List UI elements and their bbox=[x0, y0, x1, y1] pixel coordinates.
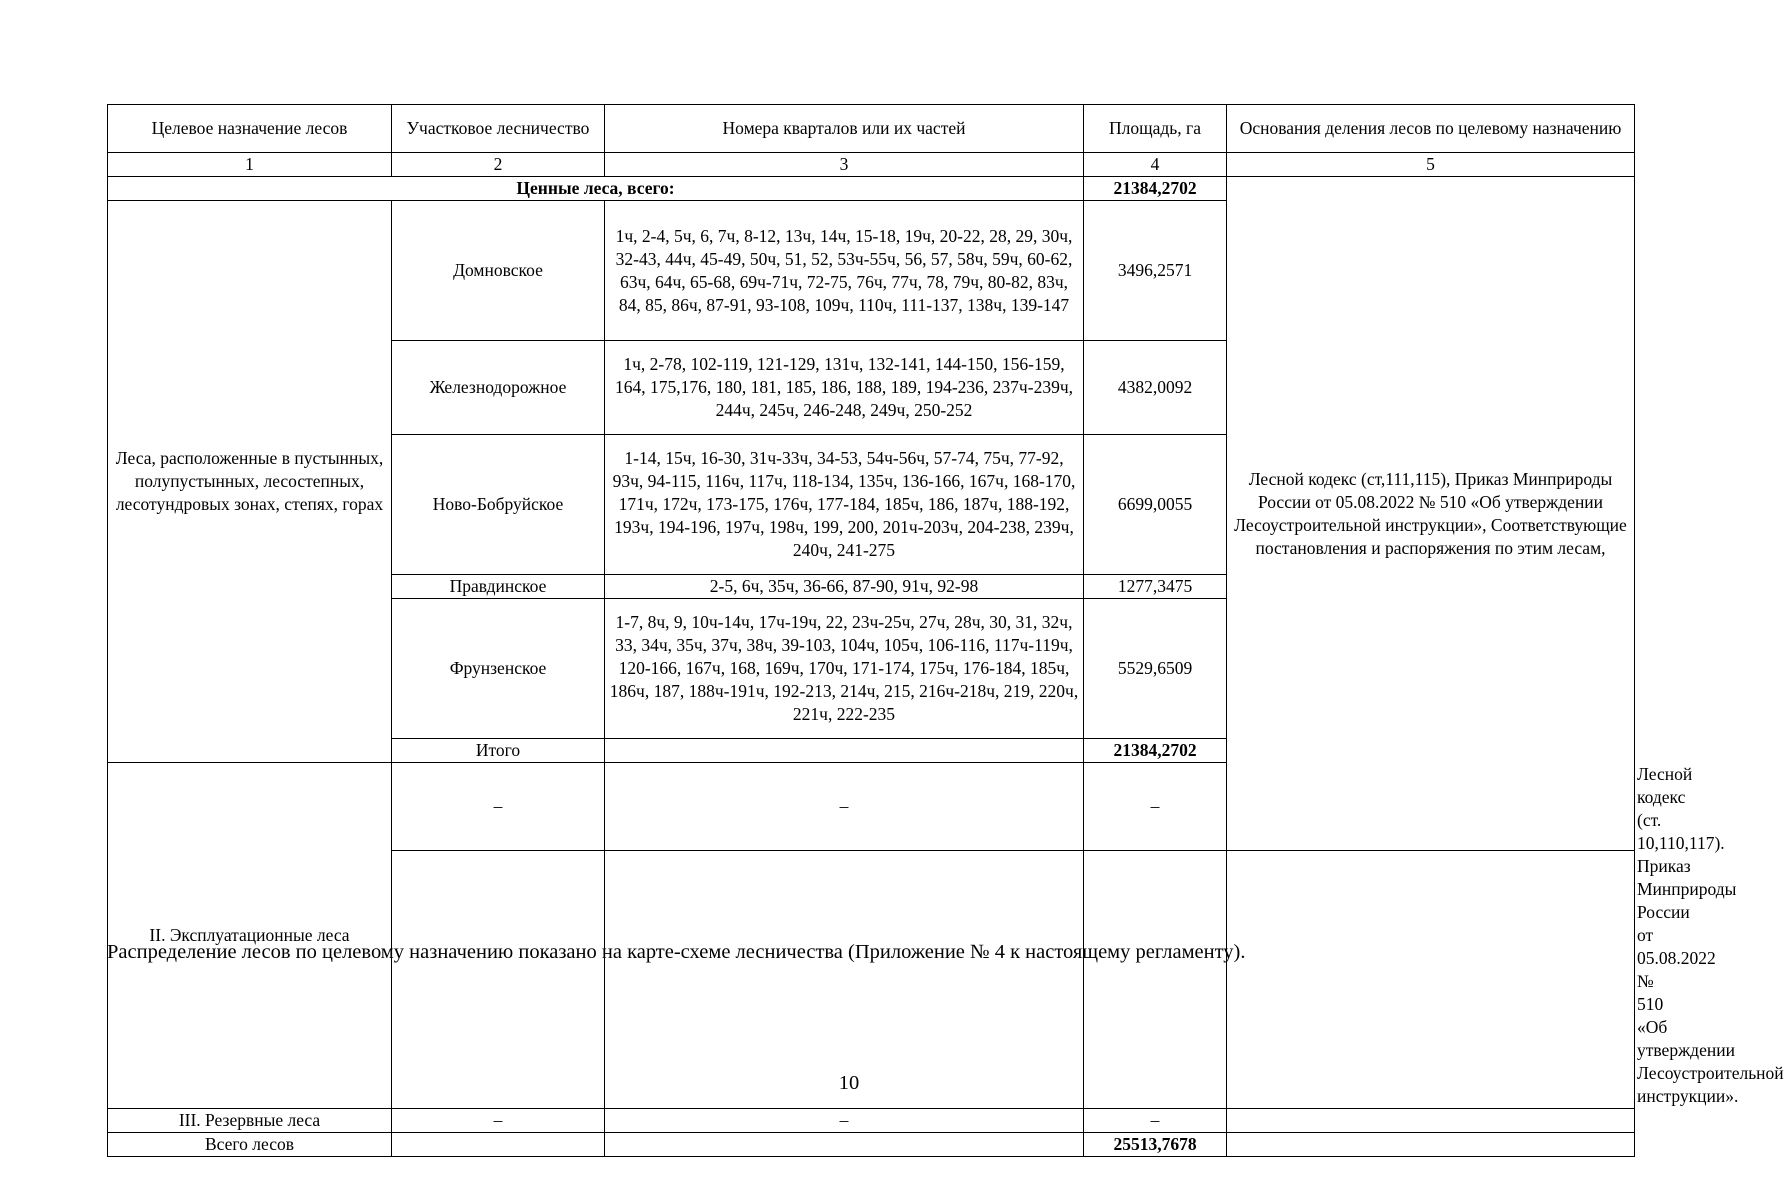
col-number: 5 bbox=[1227, 153, 1635, 177]
exploitation-area: – bbox=[1084, 763, 1227, 851]
grand-total-row bbox=[108, 1133, 1635, 1157]
exploitation-row: II. Эксплуатационные леса – – – Лесной кодекс (ст. 10,110,117). Приказ Минприроды России от 05.08.2022 № 510 «Об утверждении Лесоустроительной инструкции». bbox=[108, 763, 1635, 851]
empty-cell bbox=[1227, 1133, 1635, 1157]
valuable-total-row bbox=[108, 177, 1635, 201]
valuable-total-area: 21384,2702 bbox=[1084, 177, 1227, 201]
col-number: 1 bbox=[108, 153, 392, 177]
col-number: 4 bbox=[1084, 153, 1227, 177]
empty-cell bbox=[605, 1133, 1084, 1157]
header-district: Участковое лесничество bbox=[392, 105, 605, 153]
district-name: Фрунзенское bbox=[392, 599, 605, 739]
header-basis: Основания деления лесов по целевому назначению bbox=[1227, 105, 1635, 153]
subtotal-blocks bbox=[605, 739, 1084, 763]
reserve-basis bbox=[1227, 1109, 1635, 1133]
grand-total-area: 25513,7678 bbox=[1084, 1133, 1227, 1157]
subtotal-label: Итого bbox=[392, 739, 605, 763]
header-row bbox=[108, 105, 1635, 153]
subtotal-area: 21384,2702 bbox=[1084, 739, 1227, 763]
exploitation-blocks: – bbox=[605, 763, 1084, 851]
district-area: 3496,2571 bbox=[1084, 201, 1227, 341]
col-number: 2 bbox=[392, 153, 605, 177]
block-numbers: 1ч, 2-78, 102-119, 121-129, 131ч, 132-141, 144-150, 156-159, 164, 175,176, 180, 181, 185, 186, 188, 189, 194-236, 237ч-239ч, 244ч, 245ч, 246-248, 249ч, 250-252 bbox=[605, 341, 1084, 435]
empty-cell bbox=[605, 851, 1084, 1109]
empty-cell bbox=[392, 851, 605, 1109]
col-number: 3 bbox=[605, 153, 1084, 177]
district-area: 1277,3475 bbox=[1084, 575, 1227, 599]
block-numbers: 2-5, 6ч, 35ч, 36-66, 87-90, 91ч, 92-98 bbox=[605, 575, 1084, 599]
block-numbers: 1-7, 8ч, 9, 10ч-14ч, 17ч-19ч, 22, 23ч-25ч, 27ч, 28ч, 30, 31, 32ч, 33, 34ч, 35ч, 37ч, 38ч, 39-103, 104ч, 105ч, 106-116, 117ч-119ч, 120-166, 167ч, 168, 169ч, 170ч, 171-174, 175ч, 176-184, 185ч, 186ч, 187, 188ч-191ч, 192-213, 214ч, 215, 216ч-218ч, 219, 220ч, 221ч, 222-235 bbox=[605, 599, 1084, 739]
header-blocks: Номера кварталов или их частей bbox=[605, 105, 1084, 153]
distribution-note: Распределение лесов по целевому назначению показано на карте-схеме лесничества (Приложение № 4 к настоящему регламенту). bbox=[107, 941, 1246, 963]
page-number: 10 bbox=[838, 1072, 860, 1094]
header-area: Площадь, га bbox=[1084, 105, 1227, 153]
valuable-total-label: Ценные леса, всего: bbox=[108, 177, 1084, 201]
district-name: Железнодорожное bbox=[392, 341, 605, 435]
block-numbers: 1-14, 15ч, 16-30, 31ч-33ч, 34-53, 54ч-56ч, 57-74, 75ч, 77-92, 93ч, 94-115, 116ч, 117ч, 118-134, 135ч, 136-166, 167ч, 168-170, 171ч, 172ч, 173-175, 176ч, 177-184, 185ч, 186, 187ч, 188-192, 193ч, 194-196, 197ч, 198ч, 199, 200, 201ч-203ч, 204-238, 239ч, 240ч, 241-275 bbox=[605, 435, 1084, 575]
reserve-district: – bbox=[392, 1109, 605, 1133]
district-area: 5529,6509 bbox=[1084, 599, 1227, 739]
reserve-area: – bbox=[1084, 1109, 1227, 1133]
forest-purpose-table bbox=[107, 104, 1784, 1157]
empty-cell bbox=[1084, 851, 1227, 1109]
reserve-label: III. Резервные леса bbox=[108, 1109, 392, 1133]
reserve-row bbox=[108, 1109, 1635, 1133]
grand-total-label: Всего лесов bbox=[108, 1133, 392, 1157]
block-numbers: 1ч, 2-4, 5ч, 6, 7ч, 8-12, 13ч, 14ч, 15-18, 19ч, 20-22, 28, 29, 30ч, 32-43, 44ч, 45-49, 50ч, 51, 52, 53ч-55ч, 56, 57, 58ч, 59ч, 60-62, 63ч, 64ч, 65-68, 69ч-71ч, 72-75, 76ч, 77ч, 78, 79ч, 80-82, 83ч, 84, 85, 86ч, 87-91, 93-108, 109ч, 110ч, 111-137, 138ч, 139-147 bbox=[605, 201, 1084, 341]
valuable-purpose: Леса, расположенные в пустынных, полупустынных, лесостепных, лесотундровых зонах, степях, горах bbox=[108, 201, 392, 763]
column-number-row bbox=[108, 153, 1635, 177]
empty-cell bbox=[392, 1133, 605, 1157]
exploitation-label: II. Эксплуатационные леса bbox=[108, 763, 392, 1109]
exploitation-district: – bbox=[392, 763, 605, 851]
header-purpose: Целевое назначение лесов bbox=[108, 105, 392, 153]
district-name: Домновское bbox=[392, 201, 605, 341]
valuable-basis: Лесной кодекс (ст,111,115), Приказ Минприроды России от 05.08.2022 № 510 «Об утверждении Лесоустроительной инструкции», Соответствующие постановления и распоряжения по этим лесам, bbox=[1227, 177, 1635, 851]
district-area: 4382,0092 bbox=[1084, 341, 1227, 435]
district-area: 6699,0055 bbox=[1084, 435, 1227, 575]
district-name: Правдинское bbox=[392, 575, 605, 599]
reserve-blocks: – bbox=[605, 1109, 1084, 1133]
district-name: Ново-Бобруйское bbox=[392, 435, 605, 575]
